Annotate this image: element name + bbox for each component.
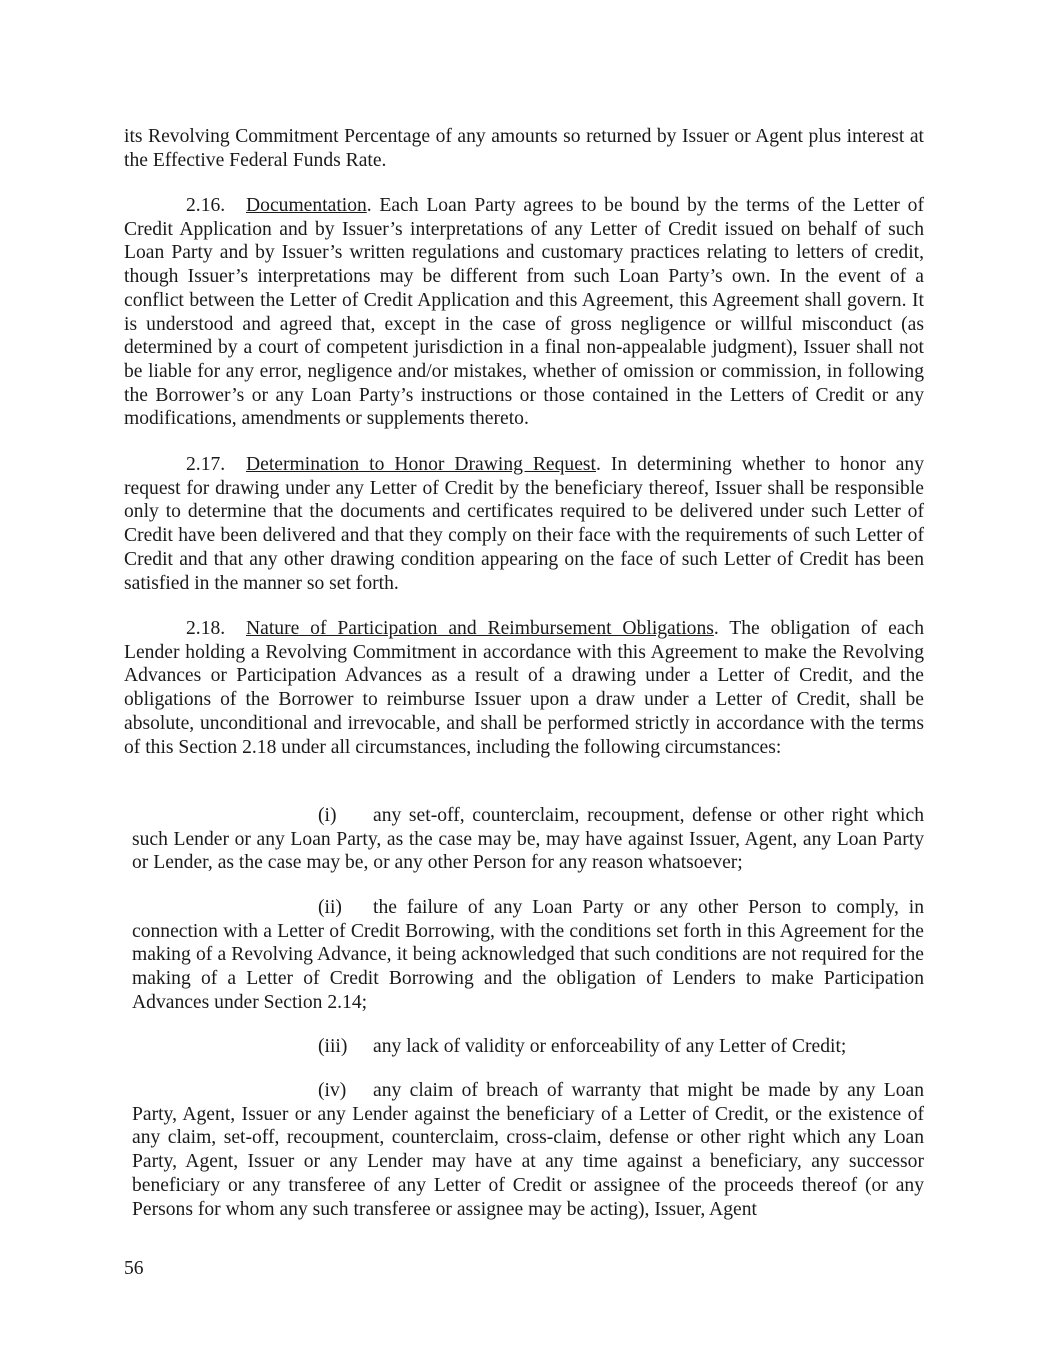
clause-ii <box>132 896 924 1015</box>
clause-label: (i) <box>318 805 337 826</box>
intro-paragraph: its Revolving Commitment Percentage of any amounts so returned by Issuer or Agent plus interest at the Effective Federal Funds Rate. <box>124 126 924 171</box>
clause-text: any lack of validity or enforceability of any Letter of Credit; <box>373 1036 847 1057</box>
clause-label: (ii) <box>318 897 342 918</box>
section-heading: Nature of Participation and Reimbursement Obligations <box>246 618 714 639</box>
section-number: 2.17. <box>186 454 226 475</box>
section-2-16 <box>124 194 924 431</box>
clause-iii <box>132 1035 924 1059</box>
clause-text: the failure of any Loan Party or any other Person to comply, in connection with a Letter of Credit Borrowing, with the conditions set forth in this Agreement for the making of a Revolving Advance, it being acknowledged that such conditions are not required for the making of a Letter of Credit Borrowing and the obligation of Lenders to make Participation Advances under Section 2.14; <box>132 897 924 1013</box>
clause-text: any claim of breach of warranty that might be made by any Loan Party, Agent, Issuer or any Lender against the beneficiary of a Letter of Credit, or the existence of any claim, set-off, recoupment, counterclaim, cross-claim, defense or other right which any Loan Party, Agent, Issuer or any Lender may have at any time against a beneficiary, any successor beneficiary or any transferee of any Letter of Credit or assignee of the proceeds thereof (or any Persons for whom any such transferee or assignee may be acting), Issuer, Agent <box>132 1080 924 1220</box>
page-number: 56 <box>124 1258 144 1279</box>
section-number: 2.18. <box>186 618 226 639</box>
section-number: 2.16. <box>186 195 226 216</box>
section-heading: Documentation <box>246 195 367 216</box>
section-2-17 <box>124 453 924 595</box>
section-body: . The obligation of each Lender holding a Revolving Commitment in accordance with this Agreement to make the Revolving Advances or Participation Advances as a result of a drawing under a Letter of Credit, and the obligations of the Borrower to reimburse Issuer upon a draw under a Letter of Credit, shall be absolute, unconditional and irrevocable, and shall be performed strictly in accordance with the terms of this Section 2.18 under all circumstances, including the following circumstances: <box>124 618 925 758</box>
section-body: . Each Loan Party agrees to be bound by the terms of the Letter of Credit Application and by Issuer’s interpretations of any Letter of Credit issued on behalf of such Loan Party and by Issuer’s written regulations and customary practices relating to letters of credit, though Issuer’s interpretations may be different from such Loan Party’s own. In the event of a conflict between the Letter of Credit Application and this Agreement, this Agreement shall govern. It is understood and agreed that, except in the case of gross negligence or willful misconduct (as determined by a court of competent jurisdiction in a final non-appealable judgment), Issuer shall not be liable for any error, negligence and/or mistakes, whether of omission or commission, in following the Borrower’s or any Loan Party’s instructions or those contained in the Letters of Credit or any modifications, amendments or supplements thereto. <box>124 195 924 430</box>
clause-i <box>132 804 924 875</box>
clause-iv <box>132 1079 924 1221</box>
section-heading: Determination to Honor Drawing Request <box>246 454 596 475</box>
clause-label: (iv) <box>318 1080 347 1101</box>
section-2-18 <box>124 617 924 759</box>
section-body: . In determining whether to honor any request for drawing under any Letter of Credit by the beneficiary thereof, Issuer shall be responsible only to determine that the documents and certificates required to be delivered under such Letter of Credit have been delivered and that they comply on their face with the requirements of such Letter of Credit and that any other drawing condition appearing on the face of such Letter of Credit has been satisfied in the manner so set forth. <box>124 454 924 594</box>
clause-text: any set-off, counterclaim, recoupment, defense or other right which such Lender or any Loan Party, as the case may be, may have against Issuer, Agent, any Loan Party or Lender, as the case may be, or any other Person for any reason whatsoever; <box>132 805 924 874</box>
clause-label: (iii) <box>318 1036 348 1057</box>
